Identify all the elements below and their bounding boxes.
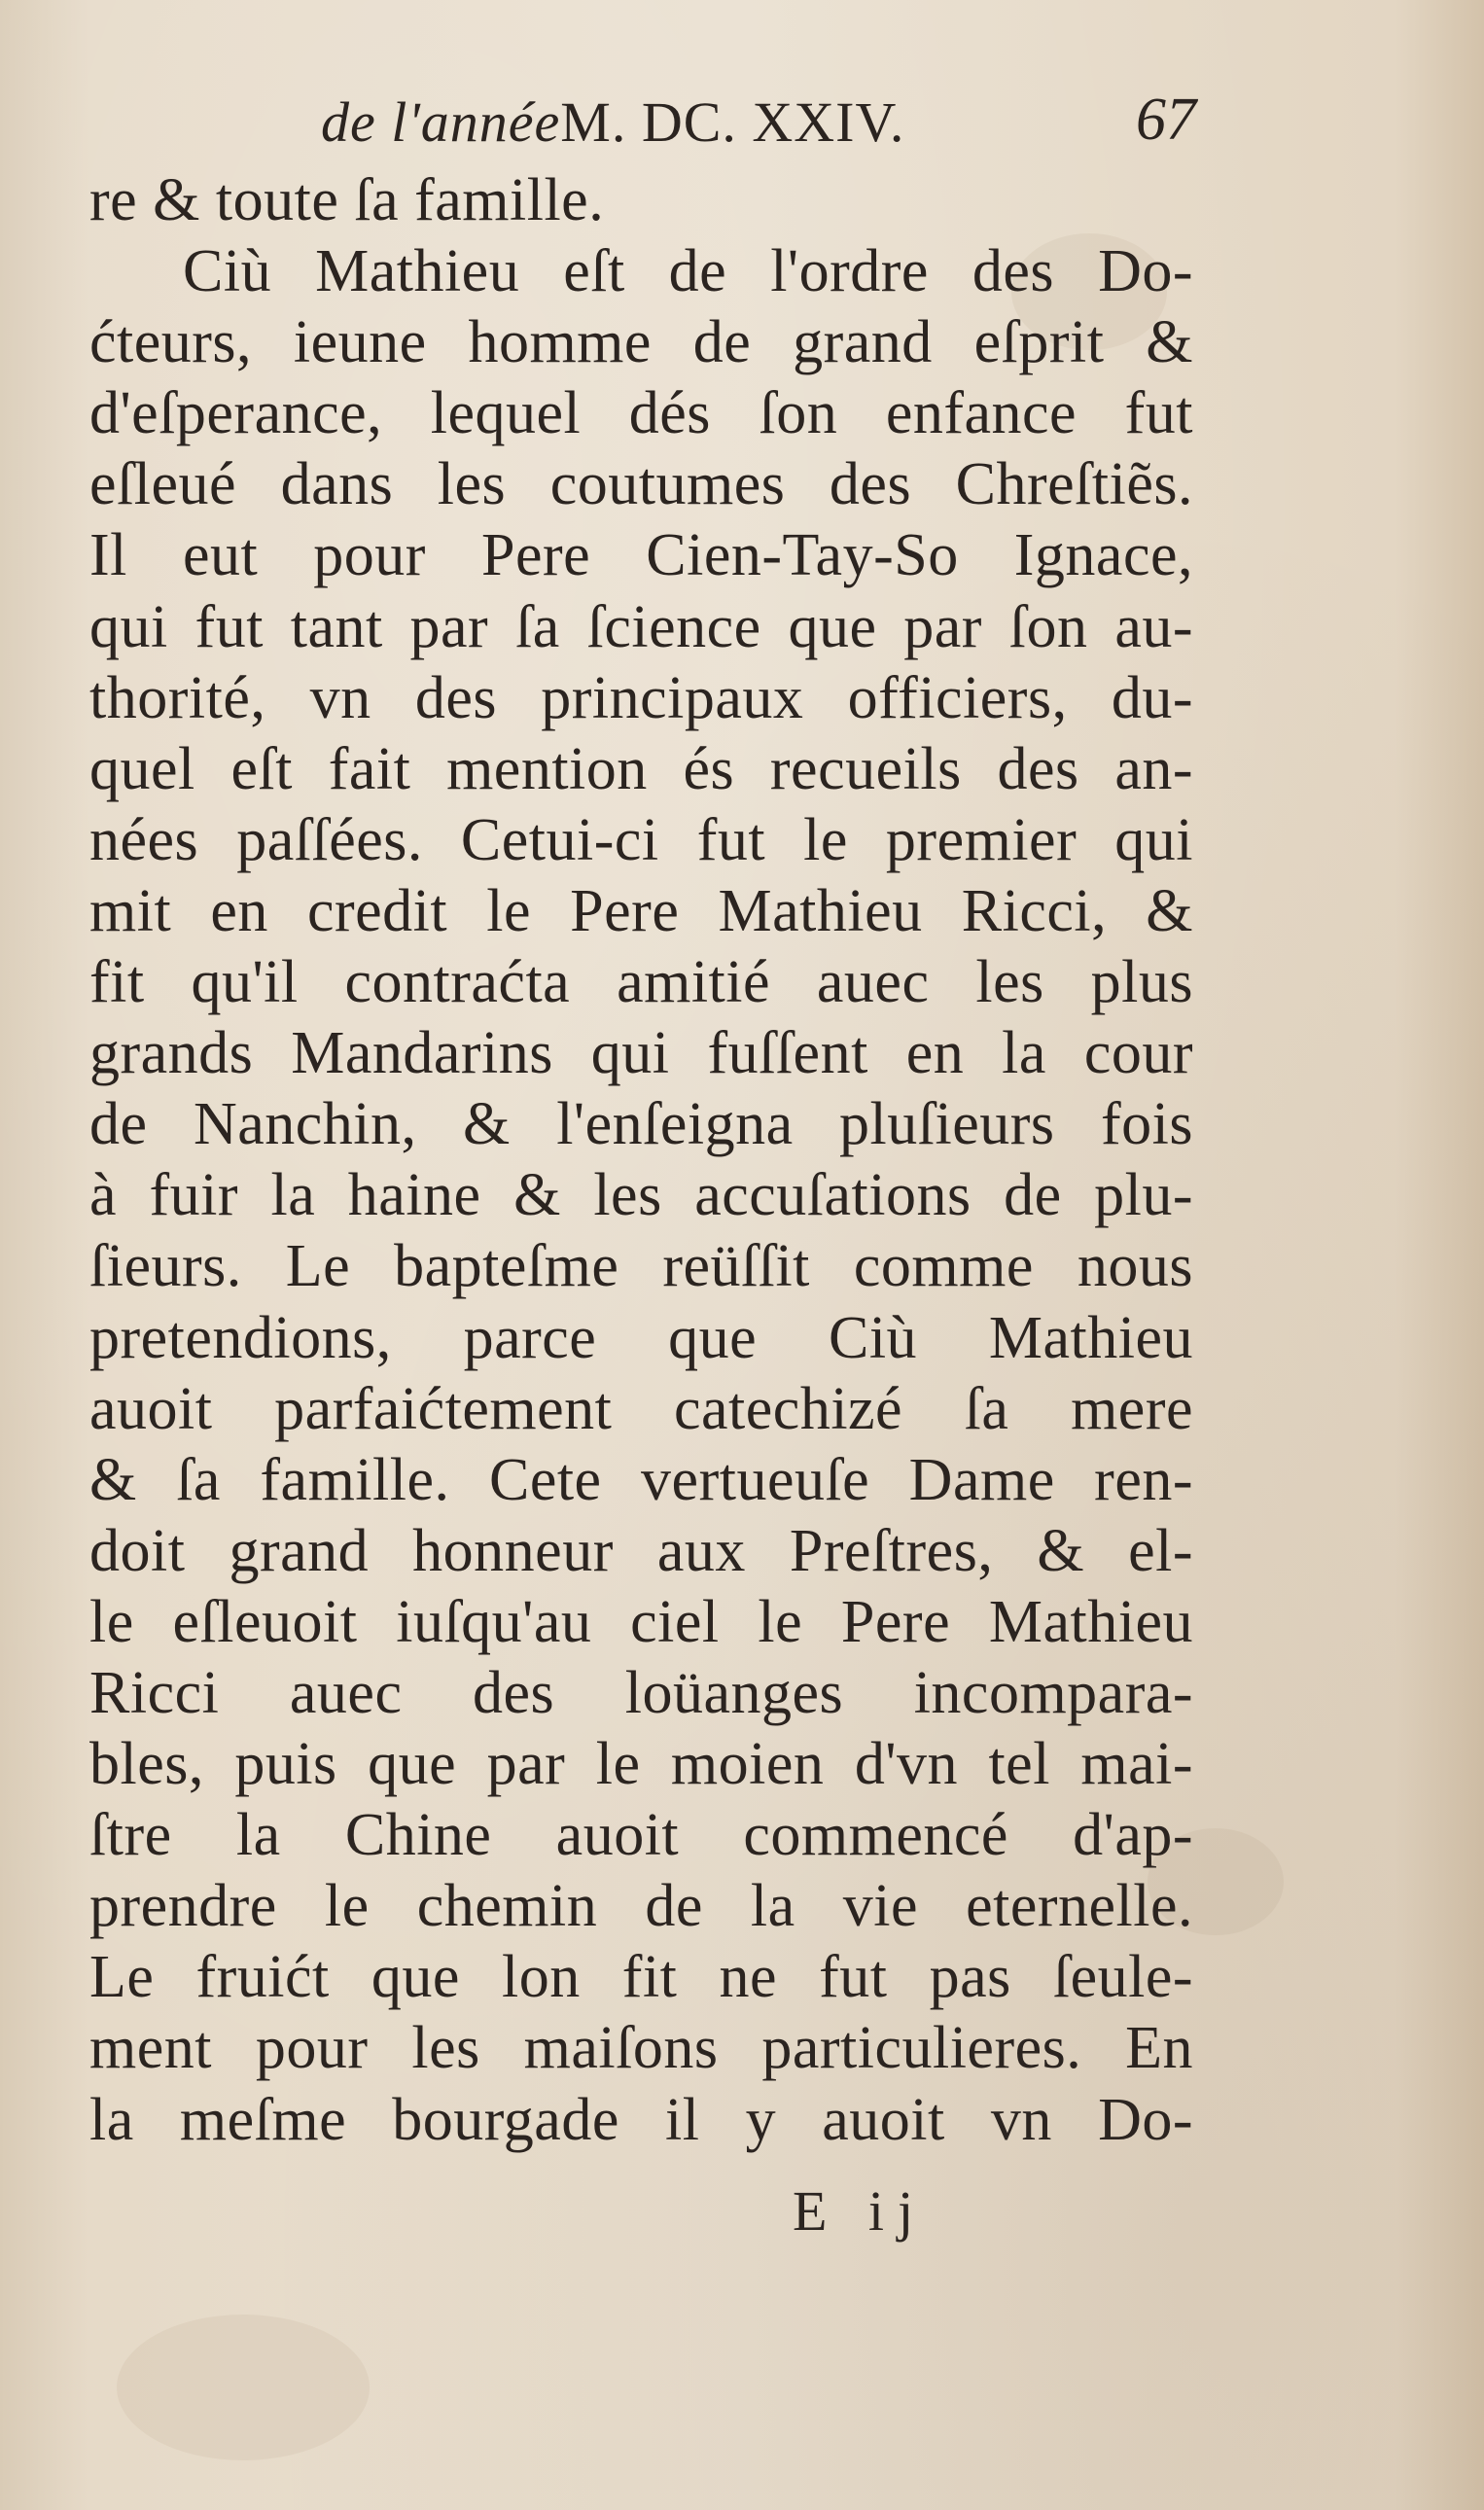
text-line: d'eſperance, lequel dés ſon enfance fut <box>89 380 1193 447</box>
body-text <box>89 165 1193 2156</box>
text-line: re & toute ſa famille. <box>89 167 605 233</box>
text-line: mit en credit le Pere Mathieu Ricci, & <box>89 877 1193 944</box>
paper-stain <box>117 2315 370 2460</box>
running-title-roman: M. DC. XXIV. <box>560 90 905 154</box>
text-line: & ſa famille. Cete vertueuſe Dame ren- <box>89 1446 1193 1513</box>
text-line: ſieurs. Le bapteſme reüſſit comme nous <box>89 1233 1193 1300</box>
text-line: auoit parfaićtement catechizé ſa mere <box>89 1375 1193 1442</box>
text-line: Le fruićt que lon fit ne fut pas ſeule- <box>89 1944 1193 2011</box>
text-line: thorité, vn des principaux officiers, du- <box>89 664 1193 731</box>
text-line: grands Mandarins qui fuſſent en la cour <box>89 1020 1193 1087</box>
text-line: qui fut tant par ſa ſcience que par ſon au- <box>89 593 1193 660</box>
text-line: pretendions, parce que Ciù Mathieu <box>89 1304 1193 1371</box>
signature-mark: E ij <box>793 2179 928 2243</box>
text-line: de Nanchin, & l'enſeigna pluſieurs fois <box>89 1091 1193 1158</box>
text-line: doit grand honneur aux Preſtres, & el- <box>89 1517 1193 1584</box>
text-line: ment pour les maiſons particulieres. En <box>89 2015 1193 2082</box>
text-line: à fuir la haine & les accuſations de plu- <box>89 1162 1193 1229</box>
text-line: ſtre la Chine auoit commencé d'ap- <box>89 1802 1193 1869</box>
text-line: prendre le chemin de la vie eternelle. <box>89 1873 1193 1940</box>
text-line: la meſme bourgade il y auoit vn Do- <box>89 2086 1193 2153</box>
running-head <box>321 89 1196 158</box>
text-line: fit qu'il contraćta amitié auec les plus <box>89 949 1193 1016</box>
text-line: Il eut pour Pere Cien-Tay-So Ignace, <box>89 522 1193 589</box>
text-line: ćteurs, ieune homme de grand eſprit & <box>89 309 1193 376</box>
running-title <box>321 89 904 155</box>
text-line: eſleué dans les coutumes des Chreſtiẽs. <box>89 451 1193 518</box>
text-line: bles, puis que par le moien d'vn tel mai- <box>89 1731 1193 1798</box>
text-line: nées paſſées. Cetui-ci fut le premier qui <box>89 806 1193 873</box>
running-title-italic: de l'année <box>321 90 561 154</box>
text-line: quel eſt fait mention és recueils des an- <box>89 735 1193 802</box>
page-number: 67 <box>1136 87 1196 153</box>
text-line: Ciù Mathieu eſt de l'ordre des Do- <box>183 238 1193 305</box>
text-line: Ricci auec des loüanges incompara- <box>89 1659 1193 1726</box>
text-line: le eſleuoit iuſqu'au ciel le Pere Mathieu <box>89 1588 1193 1655</box>
